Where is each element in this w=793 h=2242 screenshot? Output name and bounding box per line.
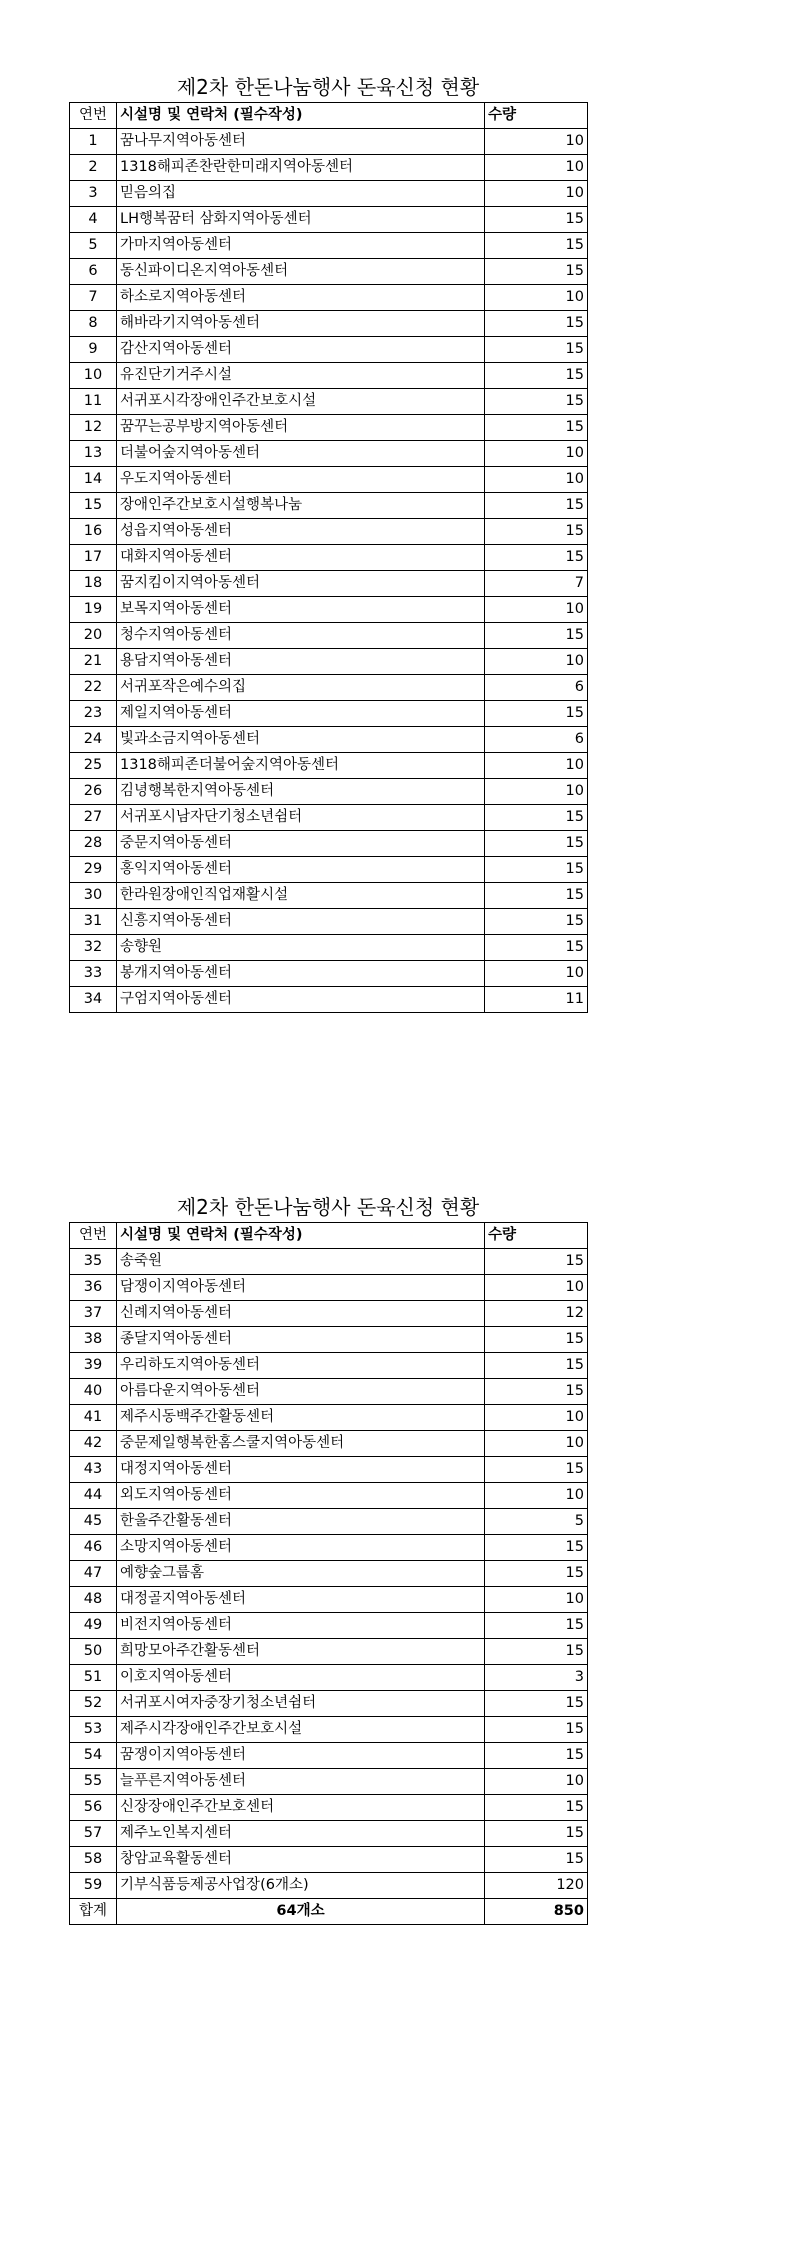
table-row xyxy=(70,935,588,961)
facility-name: 중문제일행복한홈스쿨지역아동센터 xyxy=(117,1431,485,1457)
table-row xyxy=(70,155,588,181)
table-row xyxy=(70,519,588,545)
quantity: 15 xyxy=(485,363,588,389)
quantity: 15 xyxy=(485,909,588,935)
table-row xyxy=(70,1379,588,1405)
table-row xyxy=(70,1561,588,1587)
quantity: 15 xyxy=(485,935,588,961)
facility-name: 대화지역아동센터 xyxy=(117,545,485,571)
table-row xyxy=(70,1327,588,1353)
table-row xyxy=(70,259,588,285)
facility-name: 한울주간활동센터 xyxy=(117,1509,485,1535)
row-no: 24 xyxy=(70,727,117,753)
facility-name: 가마지역아동센터 xyxy=(117,233,485,259)
sheet-title: 제2차 한돈나눔행사 돈육신청 현황 xyxy=(176,75,480,99)
facility-name: 종달지역아동센터 xyxy=(117,1327,485,1353)
table-header-row xyxy=(70,1223,588,1249)
facility-name: 대정지역아동센터 xyxy=(117,1457,485,1483)
total-label: 합계 xyxy=(70,1899,117,1925)
facility-name: 서귀포시각장애인주간보호시설 xyxy=(117,389,485,415)
header-no: 연번 xyxy=(70,1223,117,1249)
quantity: 15 xyxy=(485,1847,588,1873)
row-no: 53 xyxy=(70,1717,117,1743)
table-row xyxy=(70,961,588,987)
row-no: 9 xyxy=(70,337,117,363)
facility-name: 신흥지역아동센터 xyxy=(117,909,485,935)
row-no: 34 xyxy=(70,987,117,1013)
table-row xyxy=(70,493,588,519)
facility-name: 꿈나무지역아동센터 xyxy=(117,129,485,155)
table-row xyxy=(70,1275,588,1301)
table-row xyxy=(70,207,588,233)
table-row xyxy=(70,1613,588,1639)
quantity: 15 xyxy=(485,1821,588,1847)
facility-name: 한라원장애인직업재활시설 xyxy=(117,883,485,909)
table-row xyxy=(70,1587,588,1613)
quantity: 15 xyxy=(485,389,588,415)
facility-name: 비전지역아동센터 xyxy=(117,1613,485,1639)
row-no: 52 xyxy=(70,1691,117,1717)
table-row xyxy=(70,1249,588,1275)
applications-table xyxy=(69,1222,588,1925)
row-no: 25 xyxy=(70,753,117,779)
row-no: 17 xyxy=(70,545,117,571)
header-name: 시설명 및 연락처 (필수작성) xyxy=(117,103,485,129)
table-row xyxy=(70,1795,588,1821)
row-no: 13 xyxy=(70,441,117,467)
quantity: 15 xyxy=(485,623,588,649)
table-row xyxy=(70,1873,588,1899)
facility-name: 1318해피존찬란한미래지역아동센터 xyxy=(117,155,485,181)
quantity: 6 xyxy=(485,727,588,753)
quantity: 15 xyxy=(485,1249,588,1275)
quantity: 15 xyxy=(485,1379,588,1405)
facility-name: 희망모아주간활동센터 xyxy=(117,1639,485,1665)
quantity: 15 xyxy=(485,1717,588,1743)
row-no: 47 xyxy=(70,1561,117,1587)
table-row xyxy=(70,987,588,1013)
quantity: 10 xyxy=(485,779,588,805)
facility-name: 기부식품등제공사업장(6개소) xyxy=(117,1873,485,1899)
row-no: 49 xyxy=(70,1613,117,1639)
row-no: 46 xyxy=(70,1535,117,1561)
facility-name: 홍익지역아동센터 xyxy=(117,857,485,883)
row-no: 55 xyxy=(70,1769,117,1795)
header-qty: 수량 xyxy=(485,1223,588,1249)
facility-name: LH행복꿈터 삼화지역아동센터 xyxy=(117,207,485,233)
header-qty: 수량 xyxy=(485,103,588,129)
quantity: 15 xyxy=(485,1327,588,1353)
table-row xyxy=(70,1483,588,1509)
quantity: 11 xyxy=(485,987,588,1013)
table-row xyxy=(70,779,588,805)
row-no: 56 xyxy=(70,1795,117,1821)
table-row xyxy=(70,1639,588,1665)
facility-name: 서귀포시남자단기청소년쉼터 xyxy=(117,805,485,831)
quantity: 10 xyxy=(485,1405,588,1431)
row-no: 48 xyxy=(70,1587,117,1613)
quantity: 10 xyxy=(485,753,588,779)
total-row xyxy=(70,1899,588,1925)
quantity: 15 xyxy=(485,1561,588,1587)
table-row xyxy=(70,1847,588,1873)
quantity: 10 xyxy=(485,597,588,623)
quantity: 15 xyxy=(485,1353,588,1379)
quantity: 15 xyxy=(485,415,588,441)
facility-name: 감산지역아동센터 xyxy=(117,337,485,363)
facility-name: 송죽원 xyxy=(117,1249,485,1275)
row-no: 10 xyxy=(70,363,117,389)
quantity: 15 xyxy=(485,337,588,363)
facility-name: 우도지역아동센터 xyxy=(117,467,485,493)
table-row xyxy=(70,623,588,649)
table-row xyxy=(70,363,588,389)
table-row xyxy=(70,389,588,415)
row-no: 36 xyxy=(70,1275,117,1301)
row-no: 39 xyxy=(70,1353,117,1379)
quantity: 6 xyxy=(485,675,588,701)
row-no: 41 xyxy=(70,1405,117,1431)
row-no: 4 xyxy=(70,207,117,233)
table-row xyxy=(70,1665,588,1691)
row-no: 12 xyxy=(70,415,117,441)
row-no: 38 xyxy=(70,1327,117,1353)
table-row xyxy=(70,883,588,909)
quantity: 7 xyxy=(485,571,588,597)
facility-name: 믿음의집 xyxy=(117,181,485,207)
table-row xyxy=(70,1457,588,1483)
facility-name: 늘푸른지역아동센터 xyxy=(117,1769,485,1795)
header-name: 시설명 및 연락처 (필수작성) xyxy=(117,1223,485,1249)
quantity: 15 xyxy=(485,259,588,285)
row-no: 22 xyxy=(70,675,117,701)
row-no: 58 xyxy=(70,1847,117,1873)
row-no: 50 xyxy=(70,1639,117,1665)
sheet-title: 제2차 한돈나눔행사 돈육신청 현황 xyxy=(176,1195,480,1219)
table-row xyxy=(70,909,588,935)
table-row xyxy=(70,337,588,363)
table-row xyxy=(70,701,588,727)
quantity: 15 xyxy=(485,1613,588,1639)
row-no: 11 xyxy=(70,389,117,415)
row-no: 57 xyxy=(70,1821,117,1847)
table-row xyxy=(70,129,588,155)
row-no: 3 xyxy=(70,181,117,207)
row-no: 23 xyxy=(70,701,117,727)
quantity: 15 xyxy=(485,701,588,727)
quantity: 15 xyxy=(485,207,588,233)
row-no: 21 xyxy=(70,649,117,675)
table-row xyxy=(70,1353,588,1379)
facility-name: 송향원 xyxy=(117,935,485,961)
facility-name: 이호지역아동센터 xyxy=(117,1665,485,1691)
row-no: 33 xyxy=(70,961,117,987)
quantity: 10 xyxy=(485,1275,588,1301)
facility-name: 해바라기지역아동센터 xyxy=(117,311,485,337)
facility-name: 제일지역아동센터 xyxy=(117,701,485,727)
table-row xyxy=(70,571,588,597)
quantity: 120 xyxy=(485,1873,588,1899)
facility-name: 중문지역아동센터 xyxy=(117,831,485,857)
total-quantity: 850 xyxy=(485,1899,588,1925)
row-no: 42 xyxy=(70,1431,117,1457)
facility-name: 봉개지역아동센터 xyxy=(117,961,485,987)
row-no: 28 xyxy=(70,831,117,857)
quantity: 15 xyxy=(485,883,588,909)
facility-name: 꿈지킴이지역아동센터 xyxy=(117,571,485,597)
table-row xyxy=(70,1301,588,1327)
table-row xyxy=(70,1691,588,1717)
facility-name: 창암교육활동센터 xyxy=(117,1847,485,1873)
facility-name: 제주노인복지센터 xyxy=(117,1821,485,1847)
facility-name: 동신파이디온지역아동센터 xyxy=(117,259,485,285)
quantity: 10 xyxy=(485,467,588,493)
facility-name: 김녕행복한지역아동센터 xyxy=(117,779,485,805)
row-no: 20 xyxy=(70,623,117,649)
facility-name: 신장장애인주간보호센터 xyxy=(117,1795,485,1821)
facility-name: 더불어숲지역아동센터 xyxy=(117,441,485,467)
applications-table xyxy=(69,102,588,1013)
quantity: 10 xyxy=(485,441,588,467)
table-row xyxy=(70,1769,588,1795)
table-row xyxy=(70,1405,588,1431)
row-no: 45 xyxy=(70,1509,117,1535)
facility-name: 성읍지역아동센터 xyxy=(117,519,485,545)
facility-name: 담쟁이지역아동센터 xyxy=(117,1275,485,1301)
quantity: 10 xyxy=(485,129,588,155)
table-row xyxy=(70,311,588,337)
facility-name: 용담지역아동센터 xyxy=(117,649,485,675)
facility-name: 서귀포시여자중장기청소년쉼터 xyxy=(117,1691,485,1717)
facility-name: 빛과소금지역아동센터 xyxy=(117,727,485,753)
table-row xyxy=(70,415,588,441)
row-no: 18 xyxy=(70,571,117,597)
row-no: 16 xyxy=(70,519,117,545)
row-no: 15 xyxy=(70,493,117,519)
row-no: 37 xyxy=(70,1301,117,1327)
row-no: 31 xyxy=(70,909,117,935)
facility-name: 하소로지역아동센터 xyxy=(117,285,485,311)
row-no: 26 xyxy=(70,779,117,805)
quantity: 10 xyxy=(485,1769,588,1795)
quantity: 15 xyxy=(485,805,588,831)
quantity: 15 xyxy=(485,1795,588,1821)
table-row xyxy=(70,1509,588,1535)
quantity: 10 xyxy=(485,1431,588,1457)
facility-name: 청수지역아동센터 xyxy=(117,623,485,649)
row-no: 27 xyxy=(70,805,117,831)
quantity: 10 xyxy=(485,155,588,181)
facility-name: 꿈꾸는공부방지역아동센터 xyxy=(117,415,485,441)
quantity: 15 xyxy=(485,493,588,519)
quantity: 15 xyxy=(485,233,588,259)
quantity: 10 xyxy=(485,1483,588,1509)
row-no: 51 xyxy=(70,1665,117,1691)
row-no: 35 xyxy=(70,1249,117,1275)
table-row xyxy=(70,441,588,467)
facility-name: 아름다운지역아동센터 xyxy=(117,1379,485,1405)
facility-name: 보목지역아동센터 xyxy=(117,597,485,623)
facility-name: 소망지역아동센터 xyxy=(117,1535,485,1561)
quantity: 10 xyxy=(485,181,588,207)
row-no: 40 xyxy=(70,1379,117,1405)
quantity: 12 xyxy=(485,1301,588,1327)
facility-name: 대정골지역아동센터 xyxy=(117,1587,485,1613)
quantity: 15 xyxy=(485,1457,588,1483)
table-row xyxy=(70,467,588,493)
table-row xyxy=(70,831,588,857)
table-header-row xyxy=(70,103,588,129)
table-row xyxy=(70,285,588,311)
quantity: 15 xyxy=(485,1639,588,1665)
facility-name: 외도지역아동센터 xyxy=(117,1483,485,1509)
table-row xyxy=(70,753,588,779)
quantity: 15 xyxy=(485,1691,588,1717)
header-no: 연번 xyxy=(70,103,117,129)
table-row xyxy=(70,857,588,883)
table-row xyxy=(70,727,588,753)
row-no: 54 xyxy=(70,1743,117,1769)
row-no: 5 xyxy=(70,233,117,259)
table-row xyxy=(70,1743,588,1769)
table-row xyxy=(70,805,588,831)
table-row xyxy=(70,597,588,623)
facility-name: 제주시동백주간활동센터 xyxy=(117,1405,485,1431)
facility-name: 구엄지역아동센터 xyxy=(117,987,485,1013)
quantity: 15 xyxy=(485,831,588,857)
facility-name: 장애인주간보호시설행복나눔 xyxy=(117,493,485,519)
sheet-page-1 xyxy=(69,72,587,1013)
facility-name: 유진단기거주시설 xyxy=(117,363,485,389)
quantity: 10 xyxy=(485,1587,588,1613)
facility-name: 예향숲그룹홈 xyxy=(117,1561,485,1587)
table-row xyxy=(70,675,588,701)
quantity: 10 xyxy=(485,285,588,311)
total-facility-count: 64개소 xyxy=(117,1899,485,1925)
row-no: 2 xyxy=(70,155,117,181)
row-no: 19 xyxy=(70,597,117,623)
table-row xyxy=(70,545,588,571)
facility-name: 우리하도지역아동센터 xyxy=(117,1353,485,1379)
quantity: 3 xyxy=(485,1665,588,1691)
row-no: 14 xyxy=(70,467,117,493)
row-no: 30 xyxy=(70,883,117,909)
row-no: 44 xyxy=(70,1483,117,1509)
quantity: 15 xyxy=(485,311,588,337)
facility-name: 신례지역아동센터 xyxy=(117,1301,485,1327)
facility-name: 제주시각장애인주간보호시설 xyxy=(117,1717,485,1743)
facility-name: 꿈쟁이지역아동센터 xyxy=(117,1743,485,1769)
sheet-page-2 xyxy=(69,1192,587,1925)
quantity: 15 xyxy=(485,545,588,571)
table-row xyxy=(70,1431,588,1457)
row-no: 7 xyxy=(70,285,117,311)
table-row xyxy=(70,181,588,207)
table-row xyxy=(70,1535,588,1561)
row-no: 59 xyxy=(70,1873,117,1899)
row-no: 43 xyxy=(70,1457,117,1483)
quantity: 15 xyxy=(485,857,588,883)
facility-name: 1318해피존더불어숲지역아동센터 xyxy=(117,753,485,779)
quantity: 10 xyxy=(485,649,588,675)
row-no: 8 xyxy=(70,311,117,337)
row-no: 29 xyxy=(70,857,117,883)
row-no: 1 xyxy=(70,129,117,155)
facility-name: 서귀포작은예수의집 xyxy=(117,675,485,701)
quantity: 5 xyxy=(485,1509,588,1535)
table-row xyxy=(70,1717,588,1743)
quantity: 15 xyxy=(485,519,588,545)
table-row xyxy=(70,1821,588,1847)
quantity: 10 xyxy=(485,961,588,987)
quantity: 15 xyxy=(485,1535,588,1561)
table-row xyxy=(70,649,588,675)
row-no: 6 xyxy=(70,259,117,285)
row-no: 32 xyxy=(70,935,117,961)
table-row xyxy=(70,233,588,259)
quantity: 15 xyxy=(485,1743,588,1769)
